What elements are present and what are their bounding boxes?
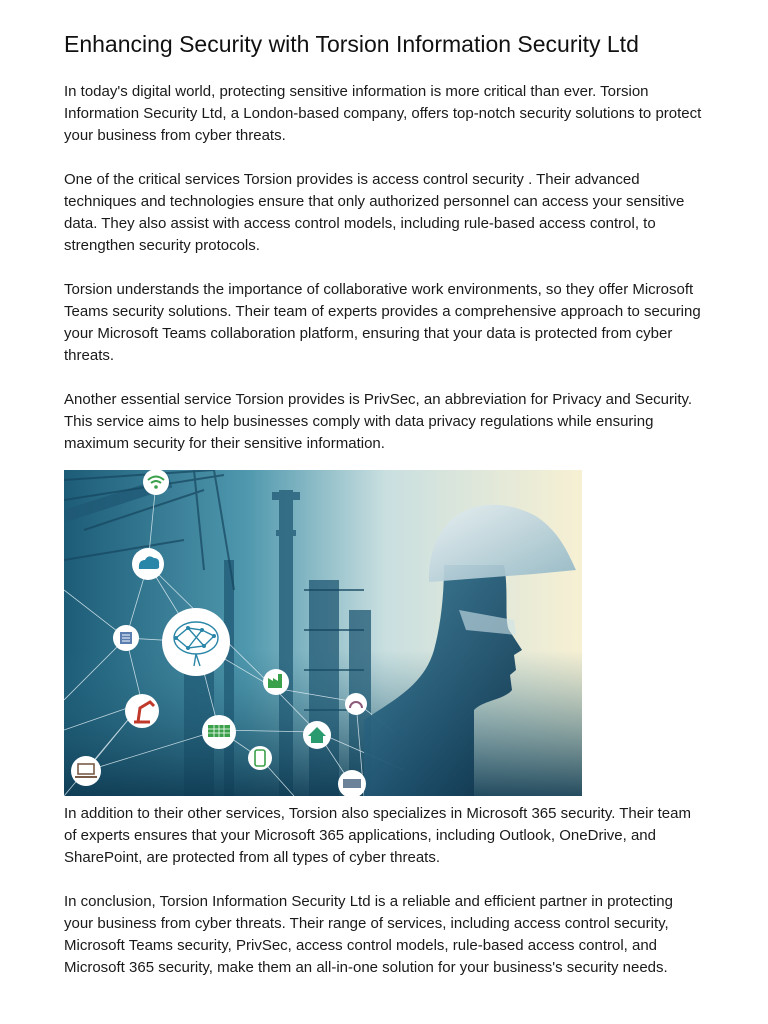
- paragraph-intro: In today's digital world, protecting sensitive information is more critical than ever. Torsion Information Security Ltd, a London-based company, offers top-notch security solutions to protect your business from cyber threats.: [64, 83, 702, 144]
- cloud-icon: [132, 548, 164, 580]
- neural-network-icon: [162, 608, 230, 676]
- gauge-icon: [345, 693, 367, 715]
- smartphone-icon: [248, 746, 272, 770]
- paragraph-conclusion: In conclusion, Torsion Information Security Ltd is a reliable and efficient partner in protecting your business from cyber threats. Their range of services, including access control security, Microsoft Teams security, PrivSec, access control models, rule-based access control, and Microsoft 365 security, make them an all-in-one solution for your business's security needs.: [64, 893, 673, 976]
- paragraph-m365-security: In addition to their other services, Torsion also specializes in Microsoft 365 security. Their team of experts ensures that your Microsoft 365 applications, including Outlook, OneDrive, and SharePoint, are protected from all types of cyber threats.: [64, 805, 691, 866]
- paragraph-teams-security: Torsion understands the importance of collaborative work environments, so they offer Microsoft Teams security solutions. Their team of experts provides a comprehensive approach to securing your Microsoft Teams collaboration platform, ensuring that your data is protected from cyber threats.: [64, 281, 701, 364]
- solar-panel-icon: [202, 715, 236, 749]
- building-icon: [113, 625, 139, 651]
- factory-icon: [263, 669, 289, 695]
- laptop-icon: [71, 756, 101, 786]
- paragraph-access-control: One of the critical services Torsion provides is access control security . Their advanced techniques and technologies ensure that only authorized personnel can access your sensitive data. They also assist with access control models, including rule-based access control, to strengthen security protocols.: [64, 171, 685, 254]
- robot-arm-icon: [125, 694, 159, 728]
- page-title: Enhancing Security with Torsion Information Security Ltd: [64, 31, 639, 57]
- document-page: [64, 0, 704, 979]
- home-icon: [303, 721, 331, 749]
- wifi-icon: [143, 470, 169, 495]
- hero-image: [64, 470, 582, 796]
- paragraph-privsec: Another essential service Torsion provides is PrivSec, an abbreviation for Privacy and Security. This service aims to help businesses comply with data privacy regulations while ensuring maximum security for their sensitive information.: [64, 391, 693, 452]
